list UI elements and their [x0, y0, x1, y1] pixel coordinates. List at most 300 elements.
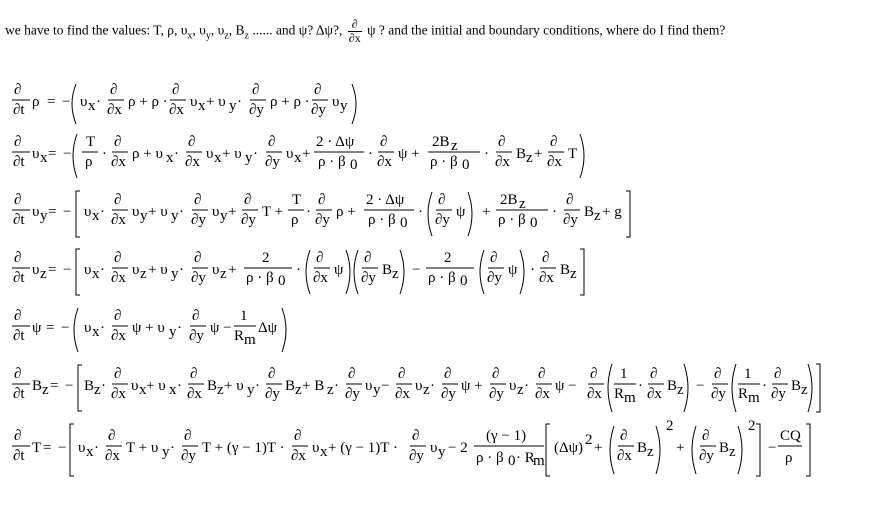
- svg-text:=: =: [48, 262, 57, 278]
- svg-text:z: z: [729, 444, 736, 460]
- equation-bz-render: [0, 360, 888, 416]
- svg-text:∂: ∂: [190, 366, 198, 382]
- svg-text:∂x: ∂x: [535, 386, 550, 402]
- svg-text:∂: ∂: [590, 366, 598, 382]
- svg-text:x: x: [92, 208, 100, 224]
- svg-text:−: −: [768, 440, 777, 456]
- svg-text:T: T: [86, 134, 96, 150]
- svg-text:∂y: ∂y: [489, 386, 504, 402]
- svg-text:υ: υ: [132, 204, 140, 220]
- svg-text:x: x: [92, 266, 100, 282]
- svg-text:ρ + ρ ·: ρ + ρ ·: [270, 94, 310, 110]
- svg-text:y: y: [140, 208, 148, 224]
- svg-text:·: ·: [552, 204, 557, 220]
- equation-bz: [0, 360, 888, 408]
- svg-text:=: =: [50, 378, 59, 394]
- equation-vx: [0, 128, 888, 176]
- svg-text:∂: ∂: [620, 428, 628, 444]
- svg-text:·: ·: [255, 378, 260, 394]
- svg-text:2: 2: [444, 250, 452, 266]
- svg-text:·: ·: [418, 204, 423, 220]
- svg-text:B: B: [667, 378, 678, 394]
- svg-text:ψ −: ψ −: [210, 320, 232, 336]
- svg-text:∂: ∂: [498, 134, 506, 150]
- svg-text:∂: ∂: [774, 366, 782, 382]
- svg-text:+: +: [534, 146, 543, 162]
- svg-text:T: T: [568, 146, 578, 162]
- svg-text:0: 0: [400, 215, 408, 231]
- svg-text:∂y: ∂y: [191, 270, 206, 286]
- svg-text:υ: υ: [212, 262, 220, 278]
- svg-text:y: y: [340, 98, 348, 114]
- svg-text:∂y: ∂y: [265, 386, 280, 402]
- svg-text:z: z: [423, 382, 430, 398]
- svg-text:y: y: [438, 444, 446, 460]
- svg-text:R: R: [234, 328, 245, 344]
- svg-text:R: R: [738, 386, 749, 402]
- svg-text:B: B: [207, 378, 218, 394]
- svg-text:y: y: [162, 444, 170, 460]
- svg-text:z: z: [517, 382, 524, 398]
- svg-text:∂x: ∂x: [111, 328, 126, 344]
- svg-text:0: 0: [350, 157, 358, 173]
- svg-text:+: +: [228, 204, 237, 220]
- svg-text:−: −: [58, 440, 67, 456]
- svg-text:ψ −: ψ −: [555, 378, 577, 394]
- equation-vz-render: [0, 244, 888, 300]
- svg-text:ρ · β: ρ · β: [430, 154, 458, 170]
- svg-text:ρ · β: ρ · β: [368, 212, 396, 228]
- svg-text:∂x: ∂x: [107, 102, 122, 118]
- svg-text:υ: υ: [132, 262, 140, 278]
- svg-text:∂t: ∂t: [13, 328, 25, 344]
- svg-text:∂: ∂: [114, 250, 122, 266]
- svg-text:∂: ∂: [114, 192, 122, 208]
- svg-text:y: y: [171, 266, 179, 282]
- svg-text:∂: ∂: [714, 366, 722, 382]
- svg-text:R: R: [614, 386, 625, 402]
- equation-vy-render: [0, 186, 888, 242]
- svg-text:=: =: [46, 320, 55, 336]
- svg-text:∂y: ∂y: [487, 270, 502, 286]
- svg-text:B: B: [791, 378, 802, 394]
- svg-text:·: ·: [170, 440, 175, 456]
- svg-text:∂x: ∂x: [395, 386, 410, 402]
- svg-text:∂x: ∂x: [105, 448, 120, 464]
- svg-text:ρ: ρ: [785, 450, 793, 466]
- equation-temperature: [0, 420, 888, 468]
- svg-text:υ: υ: [190, 94, 198, 110]
- svg-text:+ υ: + υ: [148, 204, 168, 220]
- svg-text:·: ·: [174, 146, 179, 162]
- svg-text:∂x: ∂x: [313, 270, 328, 286]
- svg-text:∂y: ∂y: [191, 212, 206, 228]
- svg-text:T: T: [32, 440, 42, 456]
- lhs-density: [12, 82, 70, 118]
- svg-text:x: x: [86, 444, 94, 460]
- svg-text:∂x: ∂x: [111, 270, 126, 286]
- svg-text:z: z: [217, 382, 224, 398]
- svg-text:x: x: [166, 150, 174, 166]
- svg-text:∂: ∂: [490, 250, 498, 266]
- svg-text:·: ·: [101, 378, 106, 394]
- svg-text:m: m: [244, 332, 256, 348]
- svg-text:υ: υ: [332, 94, 340, 110]
- svg-text:2: 2: [748, 418, 756, 434]
- svg-text:υ: υ: [430, 440, 438, 456]
- svg-text:ρ · β: ρ · β: [428, 270, 456, 286]
- svg-text:·: ·: [253, 146, 258, 162]
- svg-text:z: z: [40, 266, 47, 282]
- svg-text:x: x: [40, 150, 48, 166]
- svg-text:∂: ∂: [444, 366, 452, 382]
- intro-sub-y: y: [205, 30, 211, 42]
- svg-text:z: z: [42, 382, 49, 398]
- svg-text:z: z: [295, 382, 302, 398]
- svg-text:∂t: ∂t: [13, 154, 25, 170]
- svg-text:∂: ∂: [316, 250, 324, 266]
- svg-text:+: +: [676, 440, 685, 456]
- svg-text:0: 0: [278, 273, 286, 289]
- svg-text:ρ · β: ρ · β: [318, 154, 346, 170]
- svg-text:(Δψ): (Δψ): [554, 440, 584, 456]
- svg-text:·: ·: [100, 320, 105, 336]
- svg-text:·: ·: [100, 204, 105, 220]
- svg-text:0: 0: [462, 157, 470, 173]
- svg-text:∂x: ∂x: [547, 154, 562, 170]
- svg-text:ψ +: ψ +: [398, 146, 420, 162]
- svg-text:0: 0: [530, 215, 538, 231]
- svg-text:2B: 2B: [500, 192, 518, 208]
- svg-text:z: z: [570, 266, 577, 282]
- svg-text:z: z: [220, 266, 227, 282]
- svg-text:∂t: ∂t: [13, 212, 25, 228]
- svg-text:ρ + ρ ·: ρ + ρ ·: [128, 94, 168, 110]
- svg-text:z: z: [801, 382, 808, 398]
- svg-text:ρ: ρ: [291, 212, 299, 228]
- svg-text:ψ: ψ: [32, 320, 42, 336]
- svg-text:z: z: [140, 266, 147, 282]
- svg-text:∂x: ∂x: [587, 386, 602, 402]
- svg-text:∂: ∂: [268, 134, 276, 150]
- svg-text:−: −: [63, 262, 72, 278]
- svg-text:=: =: [47, 94, 56, 110]
- svg-text:+ υ: + υ: [224, 378, 244, 394]
- svg-text:·: ·: [368, 146, 373, 162]
- svg-text:x: x: [88, 98, 96, 114]
- svg-text:υ: υ: [32, 146, 40, 162]
- svg-text:2 · Δψ: 2 · Δψ: [366, 192, 405, 208]
- svg-text:·: ·: [237, 94, 242, 110]
- svg-text:m: m: [624, 390, 636, 406]
- svg-text:∂: ∂: [114, 308, 122, 324]
- svg-text:∂x: ∂x: [185, 154, 200, 170]
- svg-text:+: +: [228, 262, 237, 278]
- svg-text:y: y: [171, 208, 179, 224]
- svg-text:∂t: ∂t: [13, 448, 25, 464]
- svg-text:ρ · β: ρ · β: [246, 270, 274, 286]
- svg-text:0: 0: [460, 273, 468, 289]
- svg-text:B: B: [637, 440, 648, 456]
- svg-text:∂x: ∂x: [187, 386, 202, 402]
- svg-text:∂y: ∂y: [409, 448, 424, 464]
- svg-text:ψ +: ψ +: [461, 378, 483, 394]
- svg-text:∂: ∂: [192, 308, 200, 324]
- svg-text:B: B: [382, 262, 393, 278]
- svg-text:∂: ∂: [14, 308, 22, 324]
- svg-text:x: x: [169, 382, 177, 398]
- svg-text:ρ · β: ρ · β: [498, 212, 526, 228]
- equation-vz: [0, 244, 888, 292]
- svg-text:υ: υ: [32, 262, 40, 278]
- svg-text:∂y: ∂y: [311, 102, 326, 118]
- svg-text:∂x: ∂x: [291, 448, 306, 464]
- intro-sep2: , υ: [210, 22, 225, 38]
- svg-text:υ: υ: [206, 146, 214, 162]
- svg-text:z: z: [327, 382, 334, 398]
- intro-part2: ...... and ψ? Δψ?,: [252, 22, 343, 38]
- svg-text:∂y: ∂y: [345, 386, 360, 402]
- svg-text:−: −: [63, 204, 72, 220]
- svg-text:υ: υ: [509, 378, 517, 394]
- svg-text:z: z: [519, 196, 526, 212]
- svg-text:∂y: ∂y: [699, 448, 714, 464]
- intro-sub-z: z: [224, 30, 229, 42]
- svg-text:+ υ: + υ: [222, 146, 242, 162]
- svg-text:z: z: [451, 138, 458, 154]
- svg-text:B: B: [560, 262, 571, 278]
- intro-sub-z2: z: [244, 30, 249, 42]
- svg-text:·: ·: [96, 94, 101, 110]
- svg-text:· R: · R: [516, 450, 535, 466]
- svg-text:B: B: [285, 378, 296, 394]
- svg-text:y: y: [245, 150, 253, 166]
- svg-text:z: z: [677, 382, 684, 398]
- svg-text:B: B: [84, 378, 95, 394]
- svg-text:B: B: [719, 440, 730, 456]
- svg-text:∂: ∂: [188, 134, 196, 150]
- svg-text:1: 1: [744, 366, 752, 382]
- svg-text:∂: ∂: [364, 250, 372, 266]
- svg-text:∂: ∂: [702, 428, 710, 444]
- svg-text:z: z: [594, 208, 601, 224]
- svg-text:ρ + υ: ρ + υ: [132, 146, 163, 162]
- svg-text:∂: ∂: [398, 366, 406, 382]
- svg-text:B: B: [32, 378, 43, 394]
- equation-vy: [0, 186, 888, 234]
- svg-text:υ: υ: [80, 94, 88, 110]
- svg-text:T + υ: T + υ: [126, 440, 159, 456]
- equation-vx-render: [0, 128, 888, 184]
- svg-text:x: x: [320, 444, 328, 460]
- svg-text:y: y: [220, 208, 228, 224]
- svg-text:υ: υ: [365, 378, 373, 394]
- svg-text:2B: 2B: [432, 134, 450, 150]
- svg-text:·: ·: [484, 146, 489, 162]
- svg-text:+: +: [594, 440, 603, 456]
- svg-text:−: −: [696, 378, 705, 394]
- intro-frac-num: ∂: [348, 18, 362, 32]
- svg-text:υ: υ: [84, 262, 92, 278]
- svg-text:2: 2: [262, 250, 270, 266]
- svg-text:+ (γ − 1)T ·: + (γ − 1)T ·: [328, 440, 398, 456]
- svg-text:∂y: ∂y: [435, 212, 450, 228]
- intro-part1: we have to find the values: T, ρ, υ: [5, 22, 188, 38]
- svg-text:x: x: [139, 382, 147, 398]
- svg-text:∂: ∂: [348, 366, 356, 382]
- svg-text:∂: ∂: [14, 82, 22, 98]
- svg-text:∂x: ∂x: [539, 270, 554, 286]
- svg-text:z: z: [647, 444, 654, 460]
- svg-text:ψ: ψ: [456, 204, 466, 220]
- svg-text:m: m: [533, 453, 545, 469]
- svg-text:∂: ∂: [110, 82, 118, 98]
- svg-text:x: x: [198, 98, 206, 114]
- svg-text:∂t: ∂t: [13, 102, 25, 118]
- svg-text:=: =: [43, 440, 52, 456]
- svg-text:+ υ: + υ: [206, 94, 226, 110]
- svg-text:T + (γ − 1)T ·: T + (γ − 1)T ·: [202, 440, 285, 456]
- svg-text:υ: υ: [84, 320, 92, 336]
- svg-text:·: ·: [762, 378, 767, 394]
- svg-text:∂: ∂: [194, 192, 202, 208]
- svg-text:·: ·: [306, 204, 311, 220]
- svg-text:+ υ: + υ: [146, 378, 166, 394]
- svg-text:∂x: ∂x: [111, 386, 126, 402]
- svg-text:·: ·: [179, 204, 184, 220]
- intro-sep3: , B: [228, 22, 245, 38]
- svg-text:z: z: [392, 266, 399, 282]
- svg-text:+ B: + B: [302, 378, 325, 394]
- svg-text:z: z: [526, 150, 533, 166]
- svg-text:∂: ∂: [542, 250, 550, 266]
- svg-text:∂: ∂: [438, 192, 446, 208]
- svg-text:·: ·: [638, 378, 643, 394]
- svg-text:∂y: ∂y: [249, 102, 264, 118]
- intro-derivative-fraction: [348, 18, 362, 45]
- svg-text:ρ: ρ: [32, 94, 40, 110]
- svg-text:υ: υ: [286, 146, 294, 162]
- svg-text:∂: ∂: [318, 192, 326, 208]
- svg-text:∂y: ∂y: [265, 154, 280, 170]
- equation-psi: [0, 302, 888, 350]
- svg-text:·: ·: [100, 262, 105, 278]
- svg-text:·: ·: [334, 378, 339, 394]
- equation-temperature-render: [0, 420, 888, 480]
- svg-text:·: ·: [296, 262, 301, 278]
- svg-text:∂y: ∂y: [563, 212, 578, 228]
- svg-text:m: m: [748, 390, 760, 406]
- svg-text:∂: ∂: [412, 428, 420, 444]
- svg-text:∂y: ∂y: [361, 270, 376, 286]
- svg-text:·: ·: [430, 378, 435, 394]
- intro-sep1: , υ: [192, 22, 206, 38]
- intro-sub-x: x: [187, 30, 193, 42]
- svg-text:∂: ∂: [194, 250, 202, 266]
- svg-text:∂y: ∂y: [181, 448, 196, 464]
- svg-text:∂x: ∂x: [169, 102, 184, 118]
- svg-text:∂y: ∂y: [315, 212, 330, 228]
- svg-text:2: 2: [585, 432, 593, 448]
- svg-text:·: ·: [177, 320, 182, 336]
- svg-text:∂y: ∂y: [241, 212, 256, 228]
- svg-text:y: y: [373, 382, 381, 398]
- svg-text:∂: ∂: [172, 82, 180, 98]
- svg-text:∂: ∂: [492, 366, 500, 382]
- svg-text:ρ +: ρ +: [336, 204, 356, 220]
- svg-text:∂: ∂: [538, 366, 546, 382]
- svg-text:T +: T +: [262, 204, 284, 220]
- svg-text:T: T: [292, 192, 302, 208]
- svg-text:1: 1: [620, 366, 628, 382]
- svg-text:∂y: ∂y: [441, 386, 456, 402]
- svg-text:y: y: [169, 324, 177, 340]
- svg-text:∂t: ∂t: [13, 270, 25, 286]
- svg-text:x: x: [294, 150, 302, 166]
- svg-text:1: 1: [240, 308, 248, 324]
- svg-text:0: 0: [508, 453, 516, 469]
- svg-text:z: z: [94, 382, 101, 398]
- svg-text:∂: ∂: [114, 366, 122, 382]
- svg-text:∂x: ∂x: [495, 154, 510, 170]
- svg-text:∂: ∂: [268, 366, 276, 382]
- svg-text:ψ: ψ: [508, 262, 518, 278]
- svg-text:−: −: [62, 94, 71, 110]
- svg-text:∂: ∂: [108, 428, 116, 444]
- svg-text:2: 2: [666, 418, 674, 434]
- svg-text:∂: ∂: [14, 428, 22, 444]
- svg-text:∂: ∂: [14, 134, 22, 150]
- svg-text:·: ·: [524, 378, 529, 394]
- svg-text:∂x: ∂x: [111, 212, 126, 228]
- svg-text:∂x: ∂x: [647, 386, 662, 402]
- svg-text:(γ − 1): (γ − 1): [486, 428, 527, 444]
- svg-text:∂: ∂: [244, 192, 252, 208]
- svg-text:υ: υ: [84, 204, 92, 220]
- svg-text:y: y: [247, 382, 255, 398]
- svg-text:+: +: [482, 204, 491, 220]
- svg-text:−: −: [63, 146, 72, 162]
- svg-text:∂: ∂: [314, 82, 322, 98]
- svg-text:−: −: [381, 378, 390, 394]
- svg-text:ρ: ρ: [85, 154, 93, 170]
- svg-text:∂y: ∂y: [711, 386, 726, 402]
- svg-text:x: x: [214, 150, 222, 166]
- svg-text:∂x: ∂x: [617, 448, 632, 464]
- svg-text:υ: υ: [131, 378, 139, 394]
- svg-text:2 · Δψ: 2 · Δψ: [316, 134, 355, 150]
- svg-text:−: −: [61, 320, 70, 336]
- svg-text:=: =: [48, 146, 57, 162]
- svg-text:·: ·: [179, 262, 184, 278]
- svg-text:∂: ∂: [14, 250, 22, 266]
- svg-text:− 2: − 2: [448, 440, 468, 456]
- svg-text:∂: ∂: [566, 192, 574, 208]
- svg-text:υ: υ: [312, 440, 320, 456]
- svg-text:∂: ∂: [650, 366, 658, 382]
- svg-text:υ: υ: [415, 378, 423, 394]
- svg-text:·: ·: [94, 440, 99, 456]
- svg-text:∂: ∂: [14, 192, 22, 208]
- svg-text:·: ·: [102, 146, 107, 162]
- svg-text:+ g: + g: [602, 204, 622, 220]
- equation-density-render: [0, 80, 888, 130]
- intro-part3: ψ ? and the initial and boundary conditions, where do I find them?: [367, 22, 726, 38]
- svg-text:ψ: ψ: [334, 262, 344, 278]
- svg-text:υ: υ: [212, 204, 220, 220]
- svg-text:ρ · β: ρ · β: [476, 450, 504, 466]
- svg-text:∂: ∂: [380, 134, 388, 150]
